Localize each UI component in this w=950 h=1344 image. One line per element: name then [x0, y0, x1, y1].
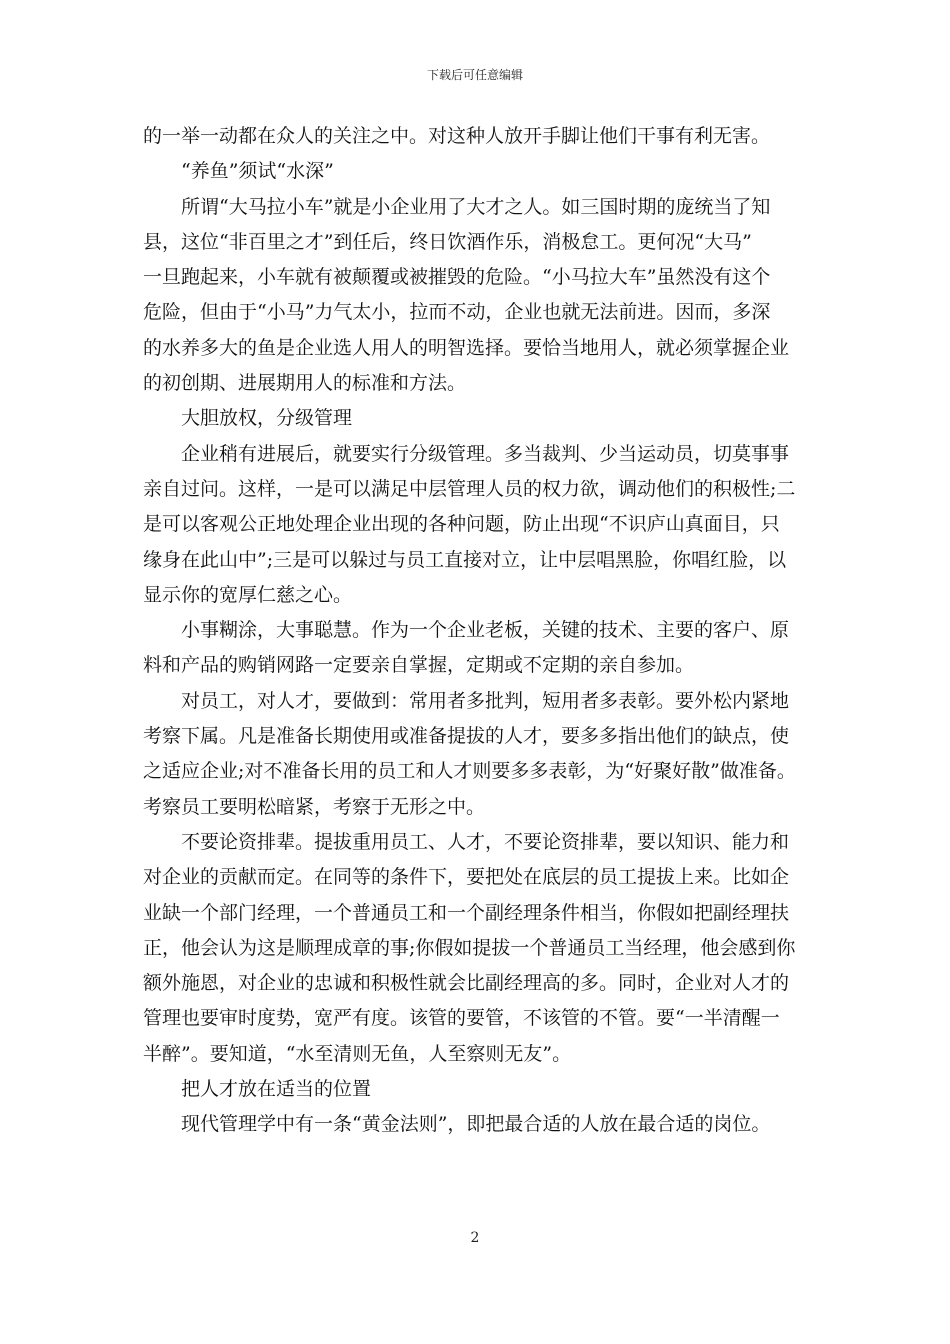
text-line: 企业稍有进展后，就要实行分级管理。多当裁判、少当运动员，切莫事事 [181, 442, 790, 465]
text-line: 县，这位“非百里之才”到任后，终日饮酒作乐，消极怠工。更何况“大马” [143, 230, 752, 253]
document-body [143, 119, 823, 1143]
text-line: 的一举一动都在众人的关注之中。对这种人放开手脚让他们干事有利无害。 [143, 125, 771, 147]
text-line: 危险，但由于“小马”力气太小，拉而不动，企业也就无法前进。因而，多深 [143, 301, 771, 324]
text-line: 现代管理学中有一条“黄金法则”，即把最合适的人放在最合适的岗位。 [181, 1113, 771, 1136]
text-line: 缘身在此山中”;三是可以躲过与员工直接对立，让中层唱黑脸，你唱红脸，以 [143, 548, 787, 571]
text-line: 所谓“大马拉小车”就是小企业用了大才之人。如三国时期的庞统当了知 [181, 195, 771, 218]
text-line: 业缺一个部门经理，一个普通员工和一个副经理条件相当，你假如把副经理扶 [143, 901, 790, 924]
page-header: 下载后可任意编辑 [426, 68, 523, 82]
text-line: 正，他会认为这是顺理成章的事;你假如提拔一个普通员工当经理，他会感到你 [143, 936, 796, 959]
text-line: 对企业的贡献而定。在同等的条件下，要把处在底层的员工提拔上来。比如企 [143, 866, 790, 889]
text-line: 大胆放权，分级管理 [181, 407, 353, 430]
text-line: 对员工，对人才，要做到：常用者多批判，短用者多表彰。要外松内紧地 [181, 689, 790, 712]
text-line: 之适应企业;对不准备长用的员工和人才则要多多表彰，为“好聚好散”做准备。 [143, 760, 796, 783]
page-number: 2 [470, 1230, 480, 1246]
text-line: 料和产品的购销网路一定要亲自掌握，定期或不定期的亲自参加。 [143, 654, 695, 677]
text-line: 一旦跑起来，小车就有被颠覆或被摧毁的危险。“小马拉大车”虽然没有这个 [143, 266, 771, 289]
text-line: 不要论资排辈。提拔重用员工、人才，不要论资排辈，要以知识、能力和 [181, 830, 790, 853]
text-line: 半醉”。要知道，“水至清则无鱼，人至察则无友”。 [143, 1042, 572, 1065]
text-line: 管理也要审时度势，宽严有度。该管的要管，不该管的不管。要“一半清醒一 [143, 1007, 780, 1030]
text-line: 显示你的宽厚仁慈之心。 [143, 583, 353, 606]
text-line: 小事糊涂，大事聪慧。作为一个企业老板，关键的技术、主要的客户、原 [181, 619, 790, 642]
text-line: 是可以客观公正地处理企业出现的各种问题，防止出现“不识庐山真面目，只 [143, 513, 780, 536]
text-line: 的水养多大的鱼是企业选人用人的明智选择。要恰当地用人，就必须掌握企业 [143, 336, 790, 359]
text-line: 把人才放在适当的位置 [181, 1078, 372, 1101]
text-line: 额外施恩，对企业的忠诚和积极性就会比副经理高的多。同时，企业对人才的 [143, 972, 790, 995]
text-line: “养鱼”须试“水深” [181, 160, 334, 183]
text-line: 考察员工要明松暗紧，考察于无形之中。 [143, 795, 486, 818]
text-line: 考察下属。凡是准备长期使用或准备提拔的人才，要多多指出他们的缺点，使 [143, 725, 790, 748]
text-line: 的初创期、进展期用人的标准和方法。 [143, 372, 467, 395]
text-line: 亲自过问。这样，一是可以满足中层管理人员的权力欲，调动他们的积极性;二 [143, 477, 796, 500]
